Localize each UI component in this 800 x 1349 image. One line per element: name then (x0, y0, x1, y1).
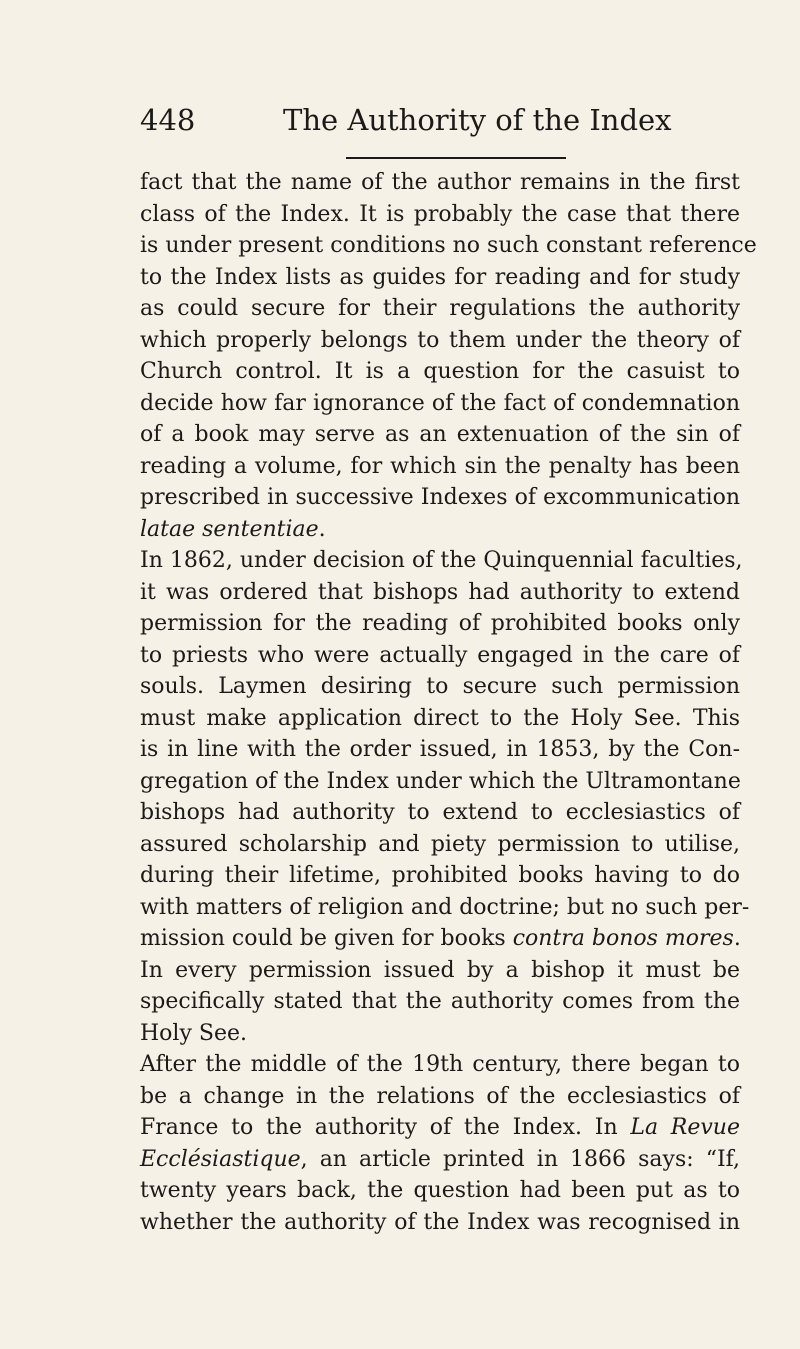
text-line (140, 545, 743, 577)
text-line (140, 860, 740, 892)
text-line (140, 608, 740, 640)
text-run: In 1862, under decision of the Quinquennial faculties, (140, 548, 743, 573)
page-number: 448 (140, 103, 196, 137)
text-line (140, 829, 740, 861)
text-run: is in line with the order issued, in 1853, by the Con- (140, 737, 740, 762)
text-line (140, 640, 740, 672)
text-line (140, 1018, 740, 1050)
text-run: of a book may serve as an extenuation of the sin of (140, 422, 740, 447)
text-run: gregation of the Index under which the Ultramontane (140, 768, 741, 794)
text-run: as could secure for their regulations the authority (140, 296, 740, 321)
text-line (140, 986, 740, 1018)
text-run: decide how far ignorance of the fact of condemnation (140, 390, 740, 416)
text-line (140, 230, 757, 262)
text-line (140, 451, 740, 483)
text-line (140, 293, 740, 325)
text-run: with matters of religion and doctrine; but no such per- (140, 894, 750, 920)
italic-text: contra bonos mores (512, 926, 734, 951)
text-run: . (318, 516, 326, 542)
text-run: which properly belongs to them under the theory of (140, 327, 740, 353)
text-line (140, 514, 740, 546)
page-header (140, 100, 700, 140)
text-line (140, 766, 740, 798)
italic-text: latae sententiae (140, 516, 319, 542)
text-run: specifically stated that the authority comes from the (140, 989, 740, 1014)
text-line (140, 419, 740, 451)
text-line (140, 923, 740, 955)
text-line (140, 1207, 740, 1239)
text-run: After the middle of the 19th century, there began to (140, 1052, 740, 1077)
text-run: , an article printed in 1866 says: “If, (300, 1146, 740, 1172)
text-line (140, 703, 740, 735)
text-line (140, 1175, 740, 1207)
text-line (140, 1144, 740, 1176)
italic-text: La Revue (630, 1115, 740, 1140)
header-rule (346, 157, 566, 159)
text-run: during their lifetime, prohibited books having to do (140, 863, 740, 888)
text-run: to priests who were actually engaged in the care of (140, 642, 740, 668)
text-run: twenty years back, the question had been put as to (140, 1178, 740, 1203)
text-run: whether the authority of the Index was recognised in (140, 1209, 740, 1235)
text-line (140, 356, 740, 388)
text-run: class of the Index. It is probably the case that there (140, 201, 740, 227)
text-run: Holy See. (140, 1020, 247, 1046)
text-line (140, 1112, 740, 1144)
text-run: France to the authority of the Index. In (140, 1115, 631, 1140)
text-run: be a change in the relations of the ecclesiastics of (140, 1083, 740, 1109)
text-line (140, 1049, 740, 1081)
text-run: permission for the reading of prohibited books only (140, 611, 740, 636)
text-line (140, 797, 740, 829)
text-line (140, 482, 740, 514)
text-run: prescribed in successive Indexes of excommunication (140, 485, 740, 510)
text-run: . (733, 926, 741, 951)
text-run: souls. Laymen desiring to secure such permission (140, 674, 740, 699)
body-text (140, 167, 757, 1238)
text-line (140, 388, 740, 420)
text-line (140, 671, 740, 703)
text-run: mission could be given for books (140, 926, 513, 951)
text-run: assured scholarship and piety permission to utilise, (140, 831, 740, 857)
text-run: fact that the name of the author remains in the first (140, 170, 740, 195)
text-line (140, 1081, 740, 1113)
text-run: to the Index lists as guides for reading and for study (140, 264, 740, 290)
text-line (140, 955, 740, 987)
running-title: The Authority of the Index (283, 103, 672, 137)
text-line (140, 734, 740, 766)
text-line (140, 892, 750, 924)
text-run: must make application direct to the Holy See. This (140, 705, 740, 731)
text-line (140, 577, 740, 609)
text-run: it was ordered that bishops had authority to extend (140, 579, 740, 605)
text-line (140, 167, 740, 199)
text-line (140, 199, 740, 231)
text-run: In every permission issued by a bishop it must be (140, 957, 740, 983)
italic-text: Ecclésiastique (140, 1146, 301, 1172)
text-line (140, 262, 740, 294)
text-run: Church control. It is a question for the casuist to (140, 359, 740, 384)
text-run: bishops had authority to extend to ecclesiastics of (140, 800, 740, 825)
text-run: is under present conditions no such constant reference (140, 233, 757, 258)
text-run: reading a volume, for which sin the penalty has been (140, 453, 740, 479)
text-line (140, 325, 740, 357)
